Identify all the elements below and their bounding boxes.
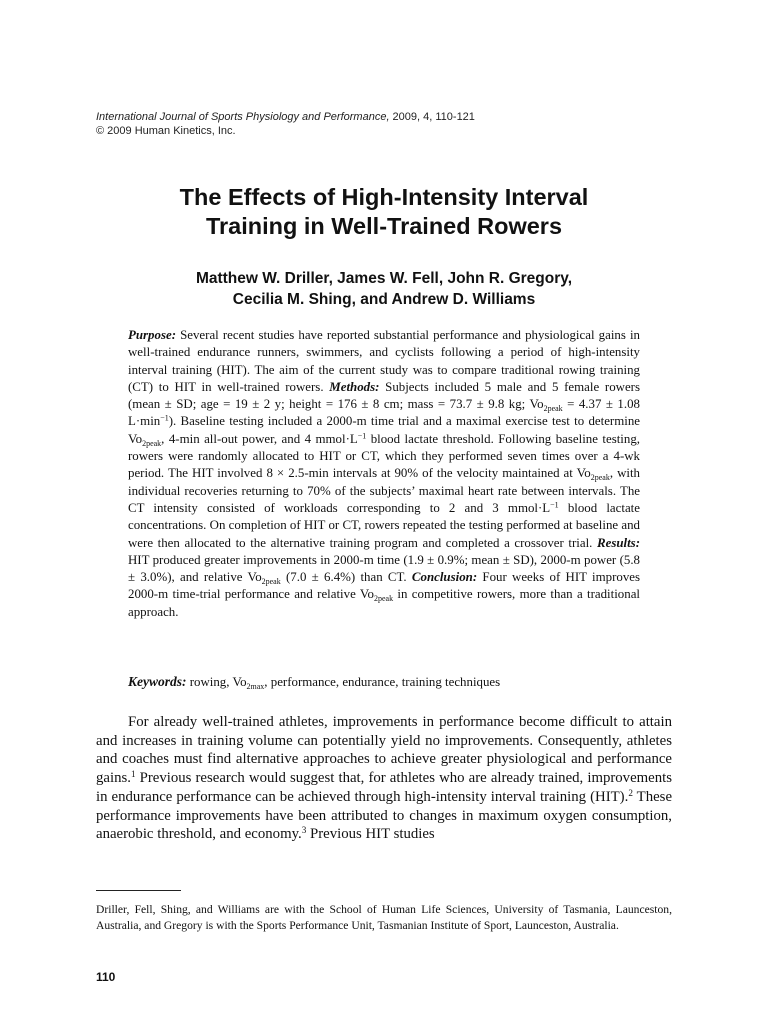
title-line-1: The Effects of High-Intensity Interval bbox=[179, 184, 589, 210]
body-text: For already well-trained athletes, improvements in performance become difficult to attain and increases in training volume can potentially yield no improvements. Consequently, athletes and coaches must find alternative approaches to achieve greater physiological and performance gains. bbox=[96, 714, 672, 787]
body-paragraph bbox=[96, 713, 672, 844]
methods-text: , with individual recoveries returning to 70% of the subjects’ maximal heart rate between intervals. The CT intensity consisted of workloads corresponding to 2 and 3 mmol·L bbox=[128, 466, 641, 515]
body-text: These performance improvements have been attributed to changes in maximum oxygen consumption, anaerobic threshold, and economy. bbox=[96, 788, 673, 843]
superscript: −1 bbox=[160, 414, 169, 424]
conclusion-text: Four weeks of HIT improves 2000-m time-trial performance and relative Vo bbox=[128, 570, 641, 602]
title-line-2: Training in Well-Trained Rowers bbox=[205, 213, 563, 239]
methods-text: ). Baseline testing included a 2000-m time trial and a maximal exercise test to determine Vo bbox=[128, 414, 640, 446]
authors-line-1: Matthew W. Driller, James W. Fell, John R. Gregory, bbox=[195, 270, 573, 287]
footnote-divider bbox=[96, 890, 181, 891]
body-text: Previous research would suggest that, for athletes who are already trained, improvements in endurance performance can be achieved through high-intensity interval training (HIT). bbox=[96, 770, 672, 805]
purpose-label: Purpose: bbox=[128, 328, 176, 342]
page-number: 110 bbox=[96, 970, 116, 984]
subscript: 2peak bbox=[261, 576, 281, 586]
superscript: −1 bbox=[357, 431, 367, 441]
keywords-text: rowing, Vo bbox=[186, 675, 247, 689]
journal-volume-pages: 2009, 4, 110-121 bbox=[389, 111, 475, 123]
methods-text: = 4.37 ± 1.08 L·min bbox=[128, 397, 640, 429]
methods-label: Methods: bbox=[329, 379, 380, 394]
purpose-text: Several recent studies have reported substantial performance and physiological gains in well-trained endurance runners, swimmers, and cyclists following a period of high-intensity interval training (HIT). The aim of the current study was to compare traditional rowing training (CT) to HIT in well-trained rowers. bbox=[128, 328, 640, 394]
journal-citation bbox=[96, 110, 475, 124]
journal-header bbox=[96, 110, 475, 138]
keywords-label: Keywords: bbox=[128, 674, 187, 689]
conclusion-label: Conclusion: bbox=[411, 570, 478, 585]
subscript: 2peak bbox=[543, 403, 563, 413]
reference-marker: 1 bbox=[130, 769, 136, 780]
results-text: HIT produced greater improvements in 2000-m time (1.9 ± 0.9%; mean ± SD), 2000-m power (5.8 ± 3.0%), and relative Vo bbox=[128, 552, 640, 585]
subscript: 2peak bbox=[590, 473, 610, 483]
conclusion-text: in competitive rowers, more than a traditional approach. bbox=[128, 587, 640, 619]
authors-line-2: Cecilia M. Shing, and Andrew D. Williams bbox=[232, 291, 536, 308]
keywords-text: , performance, endurance, training techniques bbox=[264, 675, 501, 689]
reference-marker: 2 bbox=[628, 787, 633, 798]
author-affiliation-footnote: Driller, Fell, Shing, and Williams are with the School of Human Life Sciences, University of Tasmania, Launceston, Australia, and Gregory is with the Sports Performance Unit, Tasmanian Institute of Sport, Launceston, Australia. bbox=[96, 903, 672, 932]
body-text: Previous HIT studies bbox=[306, 826, 435, 843]
keywords bbox=[128, 673, 640, 691]
results-label: Results: bbox=[597, 535, 640, 550]
methods-text: blood lactate concentrations. On completion of HIT or CT, rowers repeated the testing performed at baseline and were then allocated to the alternative training program and completed a crossover trial. bbox=[128, 500, 640, 550]
results-text: (7.0 ± 6.4%) than CT. bbox=[280, 570, 412, 585]
methods-text: Subjects included 5 male and 5 female rowers (mean ± SD; age = 19 ± 2 y; height = 176 ± 8 cm; mass = 73.7 ± 9.8 kg; Vo bbox=[128, 379, 640, 412]
subscript: 2peak bbox=[374, 594, 394, 604]
superscript: −1 bbox=[550, 500, 559, 510]
methods-text: , 4-min all-out power, and 4 mmol·L bbox=[161, 431, 358, 446]
copyright-line: © 2009 Human Kinetics, Inc. bbox=[96, 125, 236, 137]
reference-marker: 3 bbox=[301, 825, 307, 836]
article-title bbox=[96, 183, 672, 241]
subscript: 2peak bbox=[142, 438, 162, 448]
subscript: 2max bbox=[246, 681, 265, 691]
journal-name: International Journal of Sports Physiology and Performance, bbox=[96, 111, 390, 123]
methods-text: blood lactate threshold. Following baseline testing, rowers were randomly allocated to HIT or CT, which they performed seven times over a 4-wk period. The HIT involved 8 × 2.5-min intervals at 90% of the velocity maintained at Vo bbox=[128, 431, 640, 481]
author-list bbox=[96, 268, 672, 310]
abstract bbox=[128, 327, 640, 621]
